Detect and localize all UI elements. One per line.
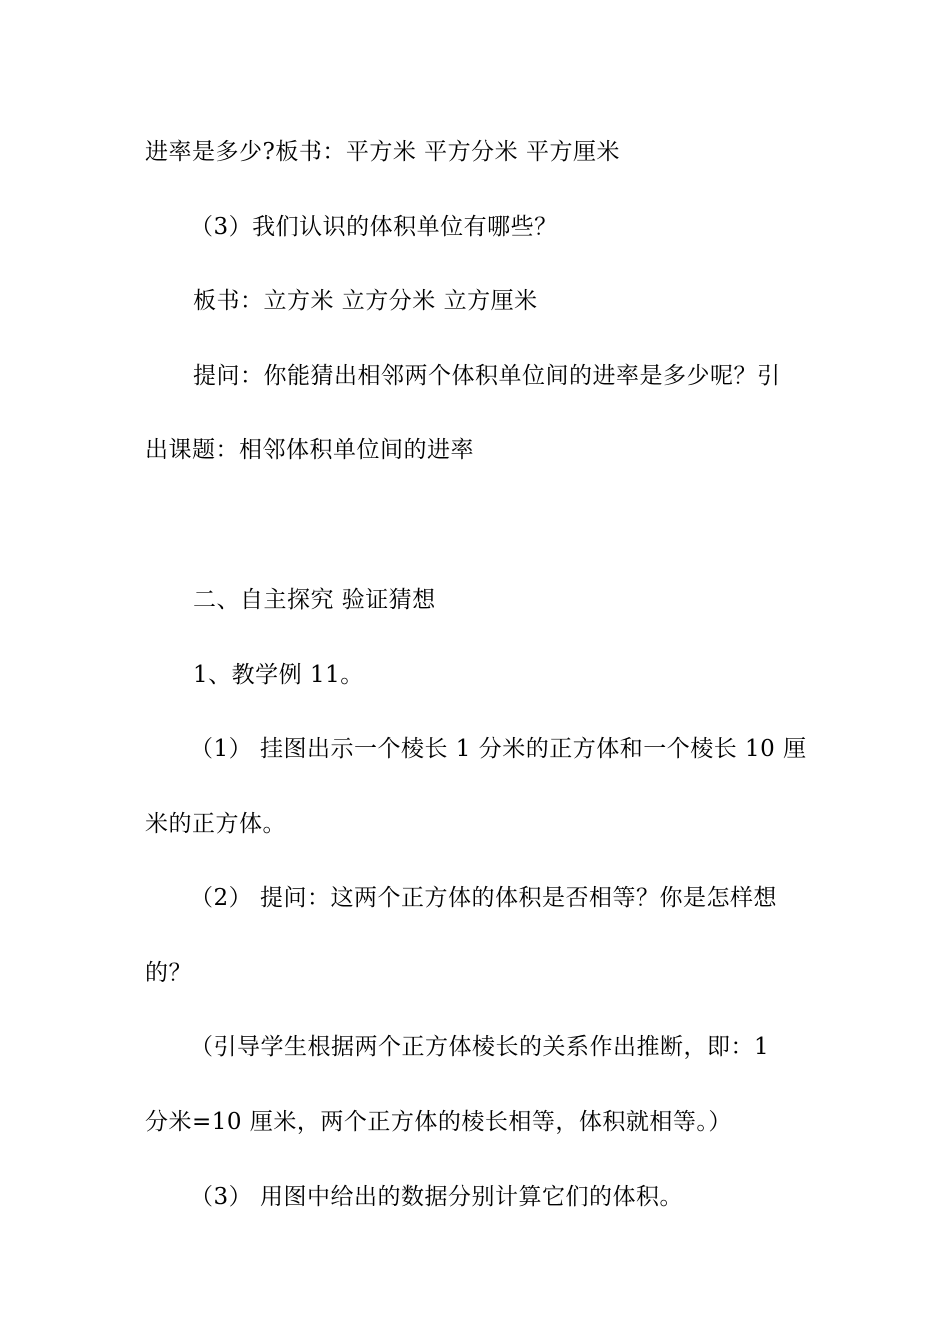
text-line-1: 进率是多少?板书：平方米 平方分米 平方厘米 [145,139,620,165]
text-line-8: （1） 挂图出示一个棱长 1 分米的正方体和一个棱长 10 厘 [190,736,807,762]
text-line-3: 板书：立方米 立方分米 立方厘米 [193,288,538,314]
text-line-7: 1、教学例 11。 [193,662,364,688]
text-line-13: 分米=10 厘米，两个正方体的棱长相等，体积就相等。） [145,1109,732,1135]
text-line-9: 米的正方体。 [145,811,286,837]
section-heading: 二、自主探究 验证猜想 [193,587,436,613]
text-line-11: 的？ [145,960,192,986]
text-line-10: （2） 提问：这两个正方体的体积是否相等？你是怎样想 [190,885,777,911]
text-line-14: （3） 用图中给出的数据分别计算它们的体积。 [190,1184,683,1210]
text-line-4: 提问：你能猜出相邻两个体积单位间的进率是多少呢？引 [193,363,781,389]
text-line-2: （3）我们认识的体积单位有哪些？ [190,214,558,240]
text-line-5: 出课题：相邻体积单位间的进率 [145,437,474,463]
text-line-12: （引导学生根据两个正方体棱长的关系作出推断，即：1 [190,1034,770,1060]
